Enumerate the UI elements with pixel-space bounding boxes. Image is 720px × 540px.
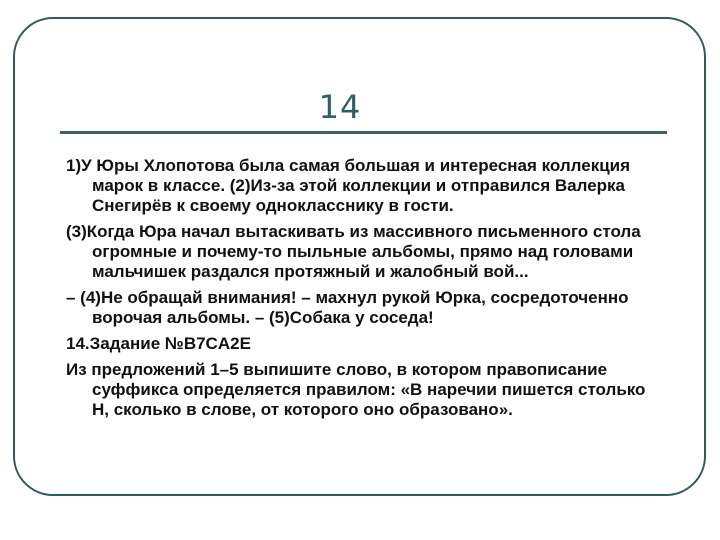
paragraph-2: (3)Когда Юра начал вытаскивать из массивного письменного стола огромные и почему-то пыльные альбомы, прямо над головами мальчишек раздался протяжный и жалобный вой...: [66, 222, 641, 281]
slide-title: 14: [318, 88, 362, 126]
task-instruction: Из предложений 1–5 выпишите слово, в котором правописание суффикса определяется правилом: «В наречии пишется столько Н, сколько в слове, от которого оно образовано».: [66, 360, 646, 419]
paragraph-1: 1)У Юры Хлопотова была самая большая и интересная коллекция марок в классе. (2)Из-за этой коллекции и отправился Валерка Снегирёв к своему однокласснику в гости.: [66, 156, 631, 215]
slide-body: [66, 156, 666, 426]
title-divider: [60, 131, 667, 134]
task-number: 14.Задание №B7CA2E: [66, 334, 251, 353]
paragraph-3: – (4)Не обращай внимания! – махнул рукой Юрка, сосредоточенно ворочая альбомы. – (5)Собака у соседа!: [66, 288, 629, 327]
